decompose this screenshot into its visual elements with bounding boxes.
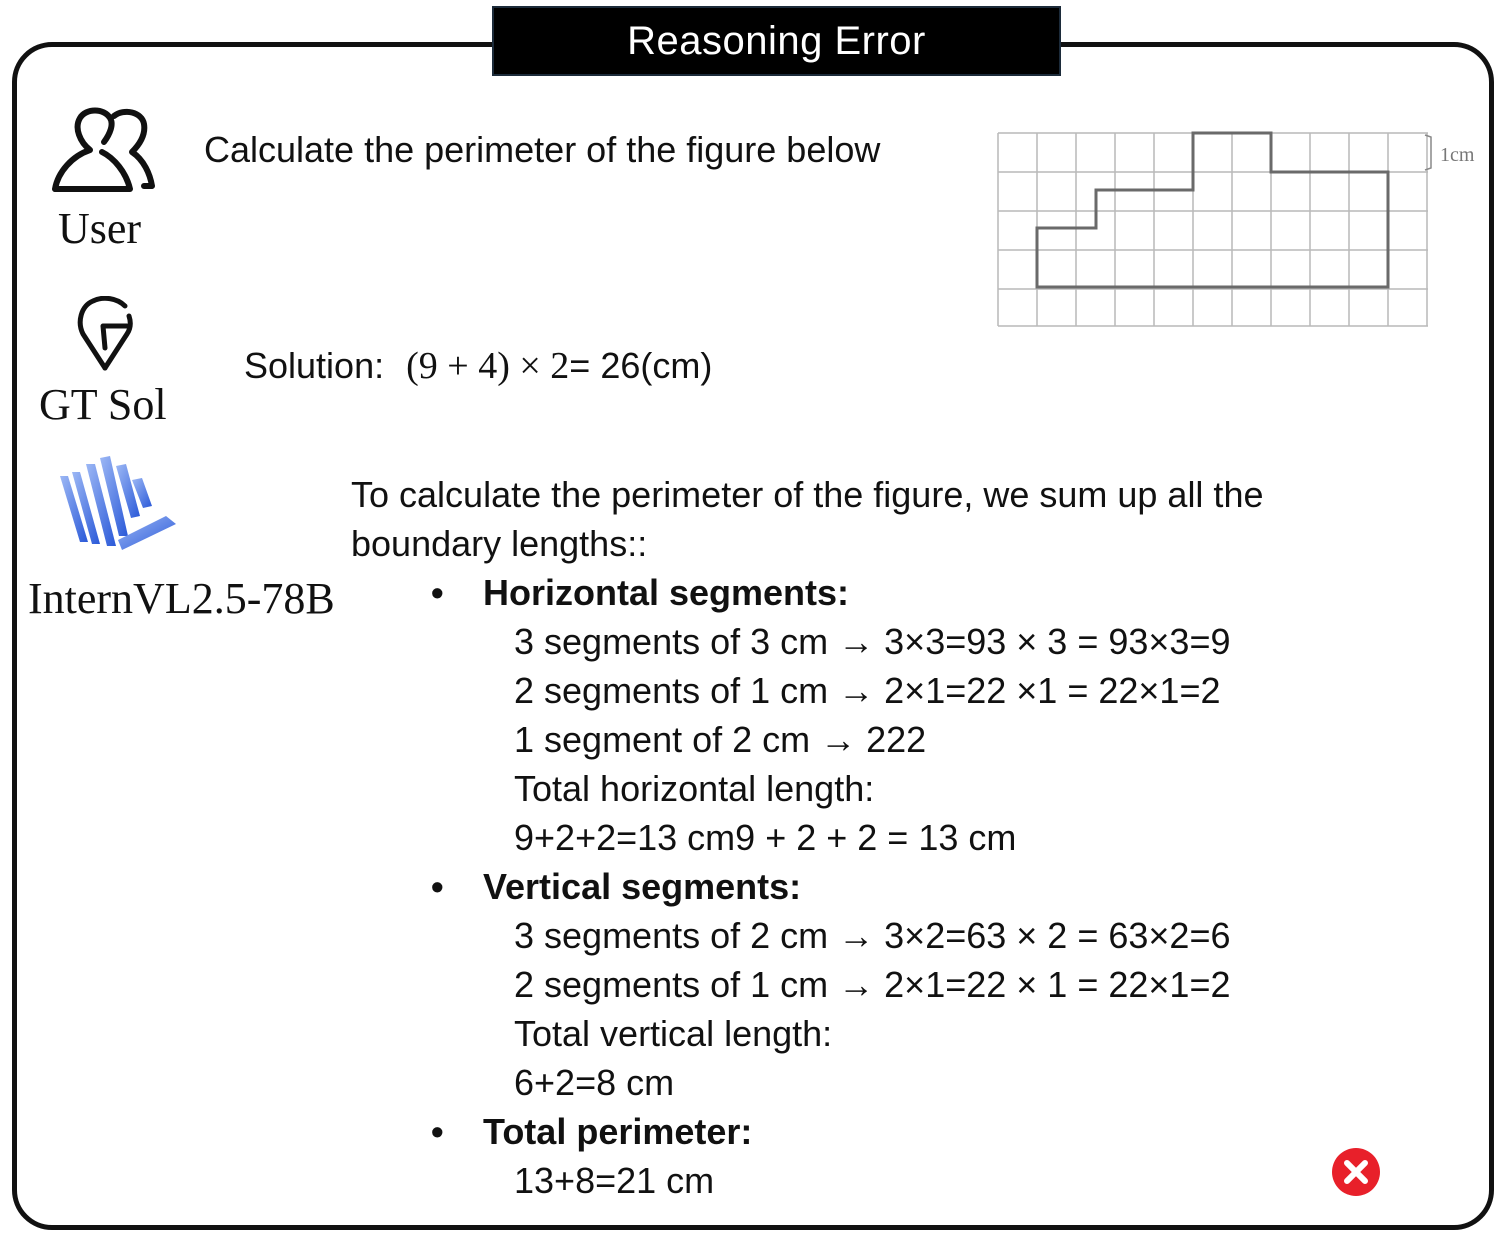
answer-line: Total horizontal length: <box>514 768 875 809</box>
section-horizontal-heading: • Horizontal segments: <box>351 568 1351 617</box>
answer-line: 3 segments of 2 cm → 3×2=63 × 2 = 63×2=6 <box>514 915 1231 956</box>
solution-prefix: Solution: <box>244 345 385 386</box>
bullet: • <box>431 866 444 907</box>
answer-line: 13+8=21 cm <box>514 1160 715 1201</box>
figure-outline <box>1037 133 1388 287</box>
answer-line: 2 segments of 1 cm → 2×1=22 ×1 = 22×1=2 <box>514 670 1221 711</box>
bullet: • <box>431 572 444 613</box>
solution-formula: (9 + 4) × 2 <box>406 345 570 387</box>
answer-line: 2 segments of 1 cm → 2×1=22 × 1 = 22×1=2 <box>514 964 1231 1005</box>
answer-line: 6+2=8 cm <box>514 1062 675 1103</box>
model-label: InternVL2.5-78B <box>28 574 335 623</box>
solution-result: = 26(cm) <box>569 345 713 386</box>
gt-label: GT Sol <box>39 380 167 429</box>
section-total-heading: • Total perimeter: <box>351 1107 1351 1156</box>
user-label: User <box>58 204 142 253</box>
location-pin-icon <box>77 296 133 372</box>
model-answer <box>351 470 1351 1205</box>
error-x-icon <box>1331 1147 1381 1197</box>
user-icon <box>52 106 156 194</box>
answer-line: Total vertical length: <box>514 1013 833 1054</box>
header-title: Reasoning Error <box>492 6 1061 76</box>
user-question: Calculate the perimeter of the figure below <box>204 129 881 170</box>
internvl-logo-icon <box>58 454 178 554</box>
answer-line: 1 segment of 2 cm → 222 <box>514 719 927 760</box>
grid-figure <box>995 128 1485 332</box>
answer-line: 3 segments of 3 cm → 3×3=93 × 3 = 93×3=9 <box>514 621 1231 662</box>
scale-label: 1cm <box>1440 144 1475 166</box>
answer-line: 9+2+2=13 cm9 + 2 + 2 = 13 cm <box>514 817 1017 858</box>
section-vertical-heading: • Vertical segments: <box>351 862 1351 911</box>
bullet: • <box>431 1111 444 1152</box>
answer-intro: To calculate the perimeter of the figure, we sum up all the boundary lengths:: <box>351 474 1264 564</box>
gt-solution <box>244 346 712 386</box>
